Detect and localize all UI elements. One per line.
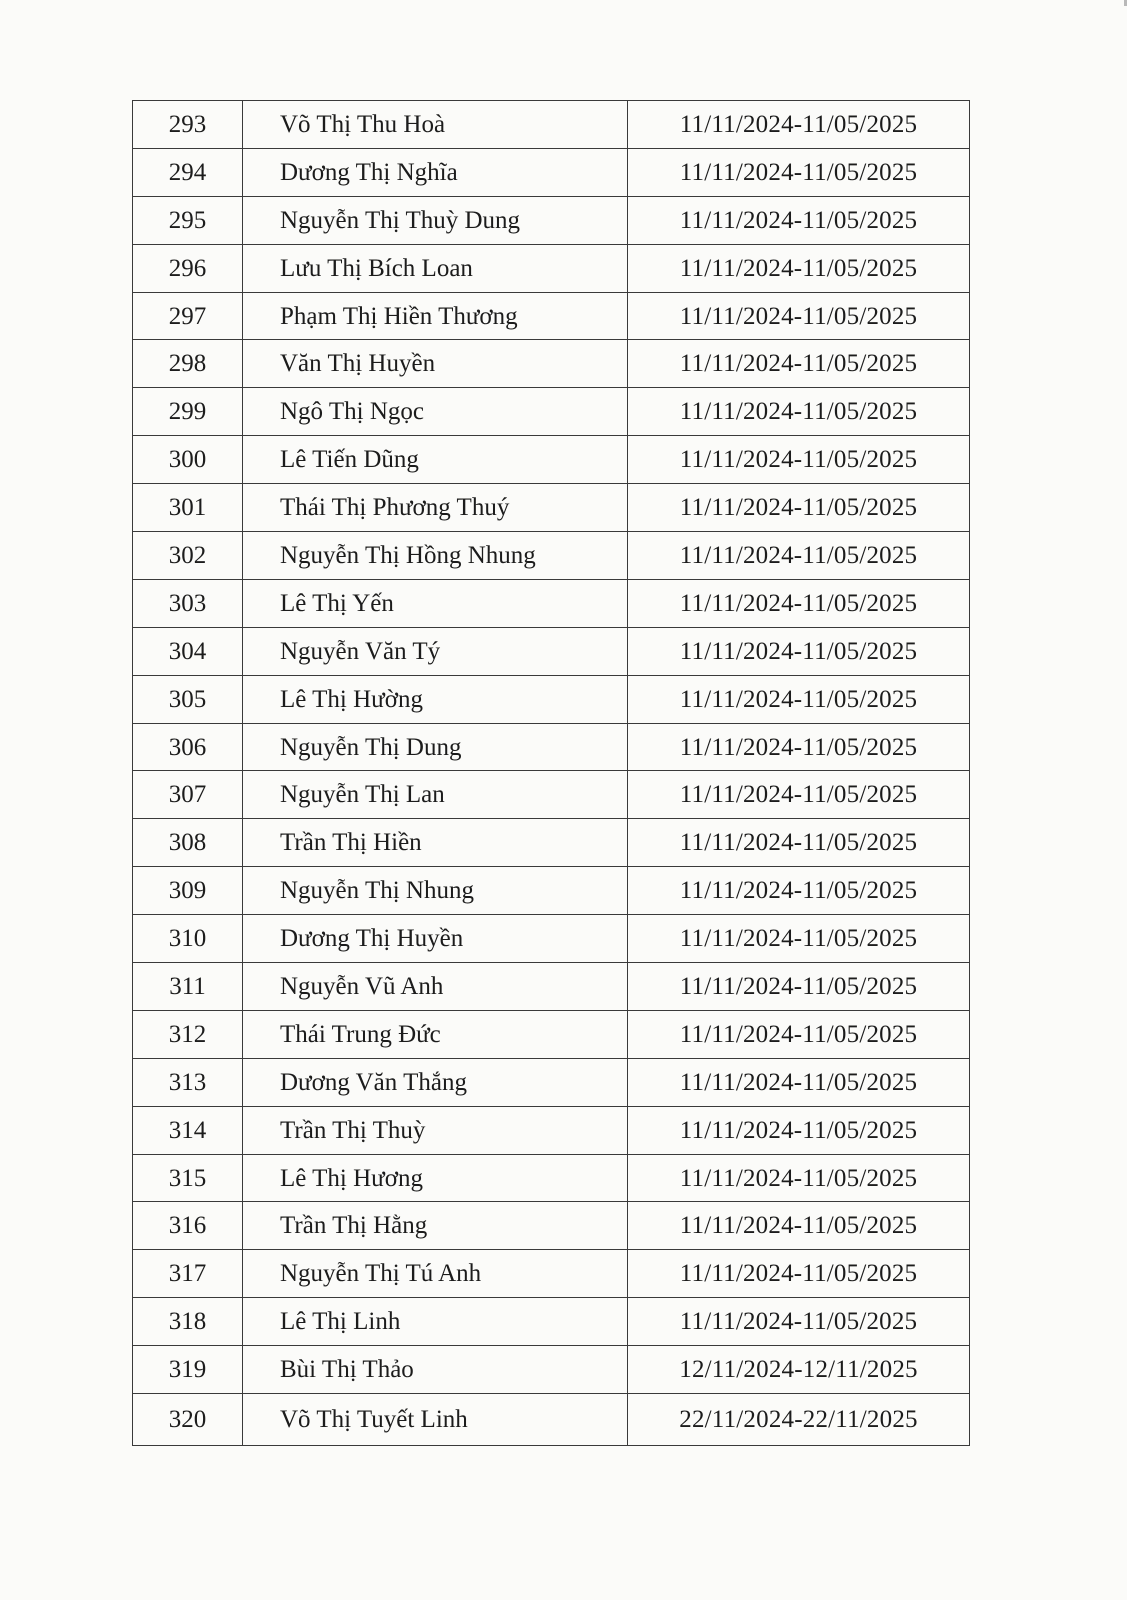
full-name-cell: Ngô Thị Ngọc <box>243 388 628 436</box>
table-row <box>133 867 970 915</box>
date-range-cell: 11/11/2024-11/05/2025 <box>628 1202 970 1250</box>
row-number-cell: 318 <box>133 1298 243 1346</box>
date-range-cell: 11/11/2024-11/05/2025 <box>628 723 970 771</box>
date-range-cell: 11/11/2024-11/05/2025 <box>628 292 970 340</box>
row-number-cell: 315 <box>133 1154 243 1202</box>
row-number-cell: 319 <box>133 1346 243 1394</box>
date-range-cell: 22/11/2024-22/11/2025 <box>628 1394 970 1446</box>
full-name-cell: Bùi Thị Thảo <box>243 1346 628 1394</box>
table-row <box>133 292 970 340</box>
full-name-cell: Văn Thị Huyền <box>243 340 628 388</box>
row-number-cell: 308 <box>133 819 243 867</box>
date-range-cell: 11/11/2024-11/05/2025 <box>628 436 970 484</box>
full-name-cell: Lê Thị Linh <box>243 1298 628 1346</box>
row-number-cell: 301 <box>133 484 243 532</box>
row-number-cell: 305 <box>133 675 243 723</box>
full-name-cell: Phạm Thị Hiền Thương <box>243 292 628 340</box>
full-name-cell: Nguyễn Vũ Anh <box>243 963 628 1011</box>
date-range-cell: 11/11/2024-11/05/2025 <box>628 1106 970 1154</box>
table-row <box>133 436 970 484</box>
date-range-cell: 11/11/2024-11/05/2025 <box>628 484 970 532</box>
table-row <box>133 1106 970 1154</box>
row-number-cell: 303 <box>133 579 243 627</box>
date-range-cell: 11/11/2024-11/05/2025 <box>628 1250 970 1298</box>
table-row <box>133 819 970 867</box>
full-name-cell: Thái Thị Phương Thuý <box>243 484 628 532</box>
row-number-cell: 293 <box>133 101 243 149</box>
full-name-cell: Lê Thị Yến <box>243 579 628 627</box>
full-name-cell: Nguyễn Thị Dung <box>243 723 628 771</box>
date-range-cell: 11/11/2024-11/05/2025 <box>628 148 970 196</box>
table-row <box>133 771 970 819</box>
table-row <box>133 244 970 292</box>
row-number-cell: 309 <box>133 867 243 915</box>
date-range-cell: 11/11/2024-11/05/2025 <box>628 627 970 675</box>
table-row <box>133 1394 970 1446</box>
date-range-cell: 12/11/2024-12/11/2025 <box>628 1346 970 1394</box>
date-range-cell: 11/11/2024-11/05/2025 <box>628 867 970 915</box>
table-row <box>133 1058 970 1106</box>
row-number-cell: 297 <box>133 292 243 340</box>
row-number-cell: 317 <box>133 1250 243 1298</box>
table-row <box>133 963 970 1011</box>
date-range-cell: 11/11/2024-11/05/2025 <box>628 819 970 867</box>
date-range-cell: 11/11/2024-11/05/2025 <box>628 915 970 963</box>
full-name-cell: Lê Thị Hương <box>243 1154 628 1202</box>
table-row <box>133 675 970 723</box>
date-range-cell: 11/11/2024-11/05/2025 <box>628 388 970 436</box>
row-number-cell: 296 <box>133 244 243 292</box>
table-row <box>133 532 970 580</box>
row-number-cell: 316 <box>133 1202 243 1250</box>
table-row <box>133 148 970 196</box>
table-row <box>133 1154 970 1202</box>
full-name-cell: Lưu Thị Bích Loan <box>243 244 628 292</box>
row-number-cell: 295 <box>133 196 243 244</box>
row-number-cell: 312 <box>133 1010 243 1058</box>
table-row <box>133 340 970 388</box>
table-row <box>133 388 970 436</box>
table-row <box>133 915 970 963</box>
date-range-cell: 11/11/2024-11/05/2025 <box>628 532 970 580</box>
full-name-cell: Lê Tiến Dũng <box>243 436 628 484</box>
date-range-cell: 11/11/2024-11/05/2025 <box>628 675 970 723</box>
date-range-cell: 11/11/2024-11/05/2025 <box>628 579 970 627</box>
date-range-cell: 11/11/2024-11/05/2025 <box>628 1154 970 1202</box>
table-row <box>133 579 970 627</box>
full-name-cell: Nguyễn Thị Lan <box>243 771 628 819</box>
row-number-cell: 314 <box>133 1106 243 1154</box>
table-row <box>133 1346 970 1394</box>
row-number-cell: 299 <box>133 388 243 436</box>
date-range-cell: 11/11/2024-11/05/2025 <box>628 1058 970 1106</box>
full-name-cell: Nguyễn Thị Thuỳ Dung <box>243 196 628 244</box>
full-name-cell: Thái Trung Đức <box>243 1010 628 1058</box>
row-number-cell: 302 <box>133 532 243 580</box>
row-number-cell: 313 <box>133 1058 243 1106</box>
full-name-cell: Lê Thị Hường <box>243 675 628 723</box>
full-name-cell: Võ Thị Thu Hoà <box>243 101 628 149</box>
row-number-cell: 320 <box>133 1394 243 1446</box>
date-range-cell: 11/11/2024-11/05/2025 <box>628 244 970 292</box>
date-range-cell: 11/11/2024-11/05/2025 <box>628 340 970 388</box>
full-name-cell: Trần Thị Hiền <box>243 819 628 867</box>
table-row <box>133 101 970 149</box>
row-number-cell: 310 <box>133 915 243 963</box>
row-number-cell: 298 <box>133 340 243 388</box>
table-row <box>133 1250 970 1298</box>
full-name-cell: Nguyễn Thị Nhung <box>243 867 628 915</box>
row-number-cell: 307 <box>133 771 243 819</box>
full-name-cell: Dương Thị Huyền <box>243 915 628 963</box>
date-range-cell: 11/11/2024-11/05/2025 <box>628 963 970 1011</box>
full-name-cell: Trần Thị Hằng <box>243 1202 628 1250</box>
table-row <box>133 196 970 244</box>
full-name-cell: Dương Văn Thắng <box>243 1058 628 1106</box>
row-number-cell: 300 <box>133 436 243 484</box>
row-number-cell: 306 <box>133 723 243 771</box>
full-name-cell: Nguyễn Văn Tý <box>243 627 628 675</box>
table-row <box>133 723 970 771</box>
date-range-cell: 11/11/2024-11/05/2025 <box>628 196 970 244</box>
row-number-cell: 294 <box>133 148 243 196</box>
full-name-cell: Trần Thị Thuỳ <box>243 1106 628 1154</box>
full-name-cell: Nguyễn Thị Tú Anh <box>243 1250 628 1298</box>
table-row <box>133 1298 970 1346</box>
date-range-cell: 11/11/2024-11/05/2025 <box>628 1298 970 1346</box>
date-range-cell: 11/11/2024-11/05/2025 <box>628 1010 970 1058</box>
table-row <box>133 484 970 532</box>
full-name-cell: Nguyễn Thị Hồng Nhung <box>243 532 628 580</box>
roster-table-body <box>133 101 970 1446</box>
roster-table <box>132 100 970 1446</box>
table-row <box>133 1010 970 1058</box>
row-number-cell: 304 <box>133 627 243 675</box>
row-number-cell: 311 <box>133 963 243 1011</box>
date-range-cell: 11/11/2024-11/05/2025 <box>628 101 970 149</box>
table-row <box>133 1202 970 1250</box>
date-range-cell: 11/11/2024-11/05/2025 <box>628 771 970 819</box>
full-name-cell: Dương Thị Nghĩa <box>243 148 628 196</box>
table-row <box>133 627 970 675</box>
full-name-cell: Võ Thị Tuyết Linh <box>243 1394 628 1446</box>
